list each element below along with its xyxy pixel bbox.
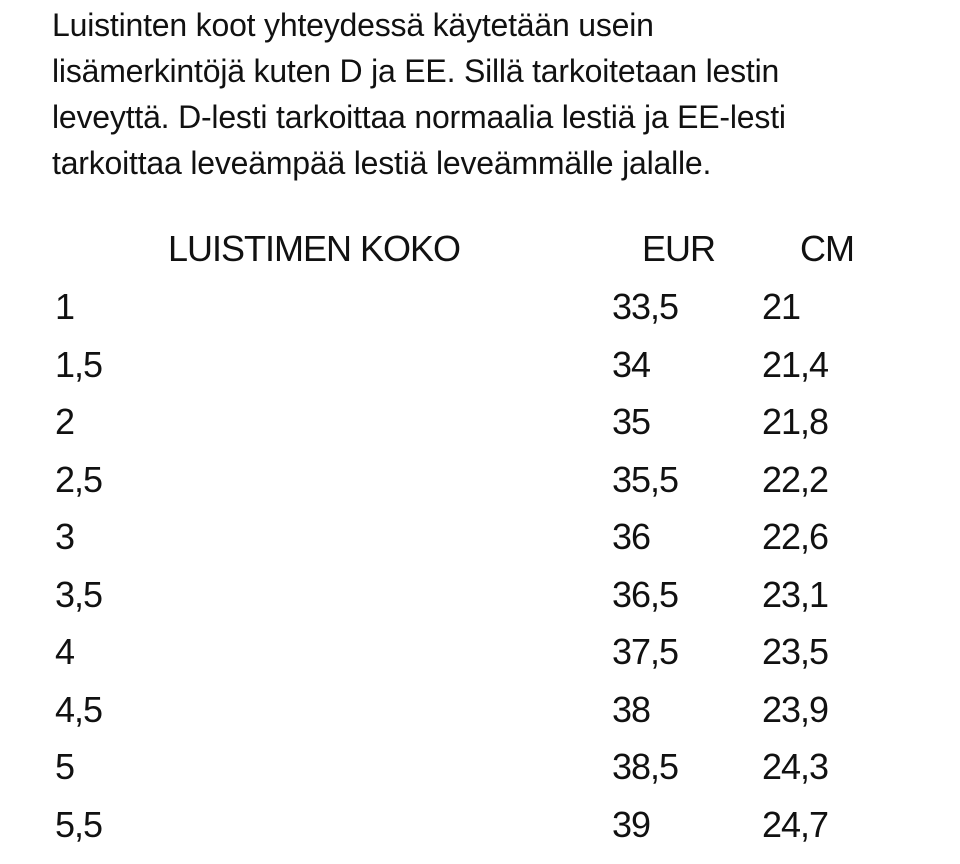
cell-skate-size: 5: [55, 746, 75, 787]
table-row: [0, 336, 960, 394]
intro-line: tarkoittaa leveämpää lestiä leveämmälle jalalle.: [52, 145, 712, 181]
cell-skate-size: 1,5: [55, 343, 103, 385]
cell-eur: 38,5: [612, 746, 679, 787]
table-row: [0, 393, 960, 451]
table-body: [0, 278, 960, 853]
table-row: [0, 796, 960, 854]
cell-skate-size: 2: [55, 401, 75, 442]
intro-line: leveyttä. D-lesti tarkoittaa normaalia lestiä ja EE-lesti: [52, 99, 786, 135]
table-row: [0, 278, 960, 336]
cell-skate-size: 2,5: [55, 458, 103, 500]
cell-cm: 23,9: [762, 688, 829, 730]
cell-cm: 23,5: [762, 631, 829, 672]
cell-skate-size: 3: [55, 516, 75, 557]
cell-cm: 24,3: [762, 746, 829, 787]
column-header-cm: CM: [800, 228, 854, 269]
cell-cm: 24,7: [762, 803, 829, 845]
intro-line: Luistinten koot yhteydessä käytetään usein: [52, 7, 654, 43]
cell-eur: 38: [612, 688, 651, 730]
cell-skate-size: 4: [55, 631, 75, 672]
column-header-eur: EUR: [642, 228, 716, 269]
column-header-skate-size: LUISTIMEN KOKO: [168, 228, 461, 269]
cell-eur: 35: [612, 401, 651, 442]
cell-skate-size: 4,5: [55, 688, 103, 730]
cell-skate-size: 1: [55, 286, 75, 327]
cell-cm: 21,4: [762, 343, 829, 385]
cell-eur: 33,5: [612, 286, 679, 327]
cell-eur: 34: [612, 343, 651, 385]
cell-cm: 22,6: [762, 516, 829, 557]
cell-eur: 36,5: [612, 573, 679, 615]
table-row: [0, 451, 960, 509]
cell-skate-size: 5,5: [55, 803, 103, 845]
cell-cm: 22,2: [762, 458, 829, 500]
cell-cm: 21: [762, 286, 801, 327]
table-row: [0, 623, 960, 681]
intro-paragraph: [52, 2, 932, 186]
cell-eur: 37,5: [612, 631, 679, 672]
cell-eur: 35,5: [612, 458, 679, 500]
intro-line: lisämerkintöjä kuten D ja EE. Sillä tarkoitetaan lestin: [52, 53, 780, 89]
cell-eur: 39: [612, 803, 651, 845]
table-row: [0, 738, 960, 796]
table-row: [0, 681, 960, 739]
table-row: [0, 508, 960, 566]
cell-eur: 36: [612, 516, 651, 557]
cell-cm: 23,1: [762, 573, 829, 615]
cell-cm: 21,8: [762, 401, 829, 442]
table-row: [0, 566, 960, 624]
cell-skate-size: 3,5: [55, 573, 103, 615]
